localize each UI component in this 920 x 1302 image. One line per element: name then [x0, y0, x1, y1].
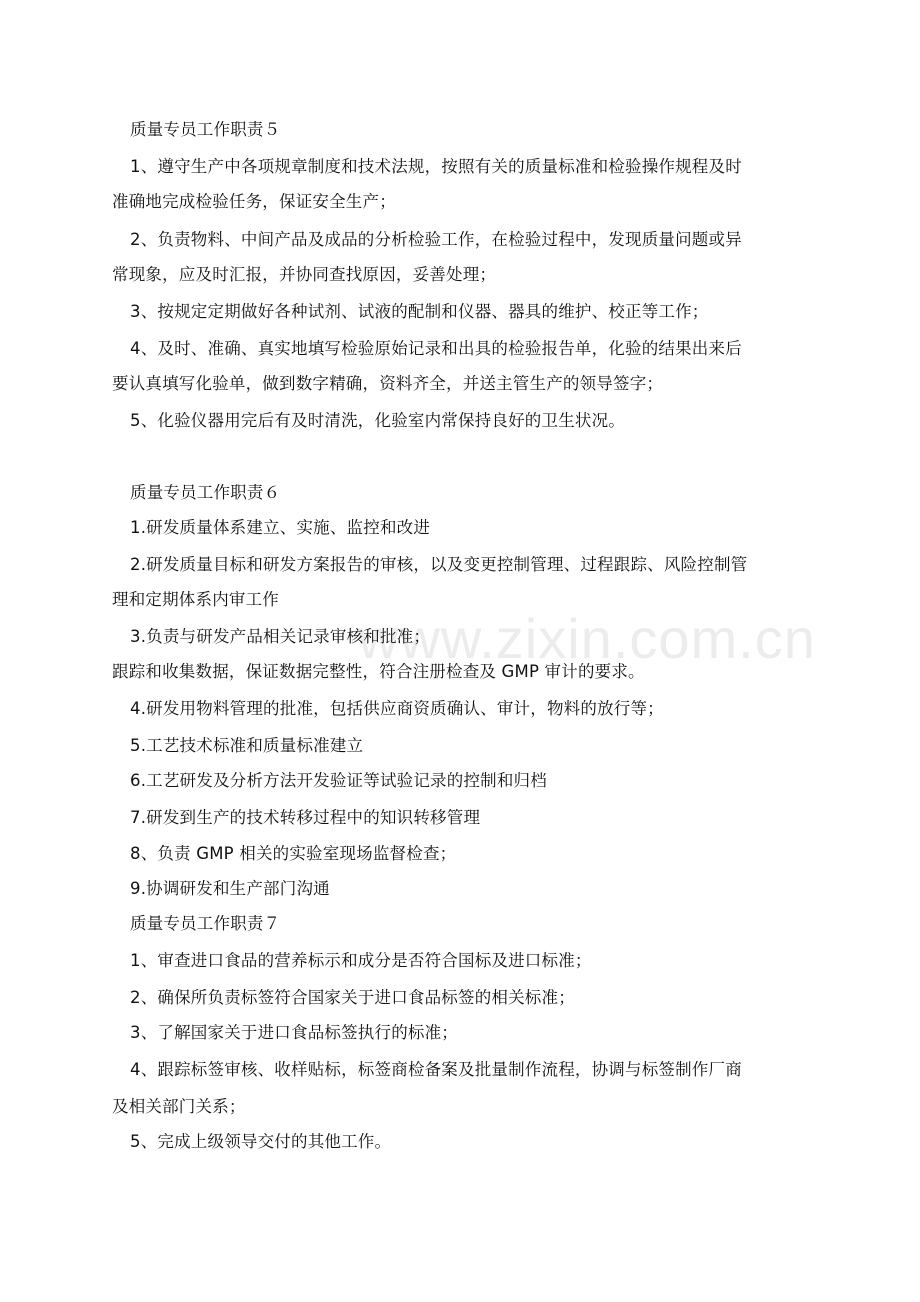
paragraph-line: 理和定期体系内审工作 [112, 590, 279, 609]
paragraph-line: 2.研发质量目标和研发方案报告的审核，以及变更控制管理、过程跟踪、风险控制管 [130, 555, 748, 574]
paragraph-line: 5、完成上级领导交付的其他工作。 [130, 1132, 392, 1151]
paragraph-line: 7.研发到生产的技术转移过程中的知识转移管理 [130, 808, 481, 827]
paragraph-line: 4.研发用物料管理的批准，包括供应商资质确认、审计，物料的放行等； [130, 699, 664, 718]
paragraph-line: 9.协调研发和生产部门沟通 [130, 879, 330, 898]
paragraph-line: 5、化验仪器用完后有及时清洗，化验室内常保持良好的卫生状况。 [130, 411, 625, 430]
paragraph-line: 要认真填写化验单，做到数字精确，资料齐全，并送主管生产的领导签字； [112, 374, 664, 393]
paragraph-line: 2、确保所负责标签符合国家关于进口食品标签的相关标准； [130, 988, 575, 1007]
paragraph-line: 1、遵守生产中各项规章制度和技术法规，按照有关的质量标准和检验操作规程及时 [130, 157, 742, 176]
paragraph-line: 3、了解国家关于进口食品标签执行的标准； [130, 1023, 458, 1042]
paragraph-line: 1.研发质量体系建立、实施、监控和改进 [130, 518, 431, 537]
paragraph-line: 4、及时、准确、真实地填写检验原始记录和出具的检验报告单，化验的结果出来后 [130, 339, 742, 358]
paragraph-line: 及相关部门关系； [112, 1097, 246, 1116]
paragraph-line: 4、跟踪标签审核、收样贴标，标签商检备案及批量制作流程，协调与标签制作厂商 [130, 1060, 742, 1079]
section-title: 质量专员工作职责５ [130, 120, 281, 139]
paragraph-line: 3.负责与研发产品相关记录审核和批准； [130, 627, 431, 646]
paragraph-line: 跟踪和收集数据，保证数据完整性，符合注册检查及 GMP 审计的要求。 [112, 662, 645, 681]
paragraph-line: 1、审查进口食品的营养标示和成分是否符合国标及进口标准； [130, 951, 592, 970]
section-title: 质量专员工作职责６ [130, 483, 281, 502]
section-title: 质量专员工作职责７ [130, 914, 281, 933]
paragraph-line: 8、负责 GMP 相关的实验室现场监督检查； [130, 844, 457, 863]
paragraph-line: 3、按规定定期做好各种试剂、试液的配制和仪器、器具的维护、校正等工作； [130, 302, 709, 321]
paragraph-line: 常现象，应及时汇报，并协同查找原因，妥善处理； [112, 265, 497, 284]
paragraph-line: 准确地完成检验任务，保证安全生产； [112, 192, 396, 211]
watermark: www.zixin.com.cn [358, 607, 816, 670]
paragraph-line: 2、负责物料、中间产品及成品的分析检验工作，在检验过程中，发现质量问题或异 [130, 230, 742, 249]
paragraph-line: 5.工艺技术标准和质量标准建立 [130, 736, 364, 755]
paragraph-line: 6.工艺研发及分析方法开发验证等试验记录的控制和归档 [130, 771, 547, 790]
